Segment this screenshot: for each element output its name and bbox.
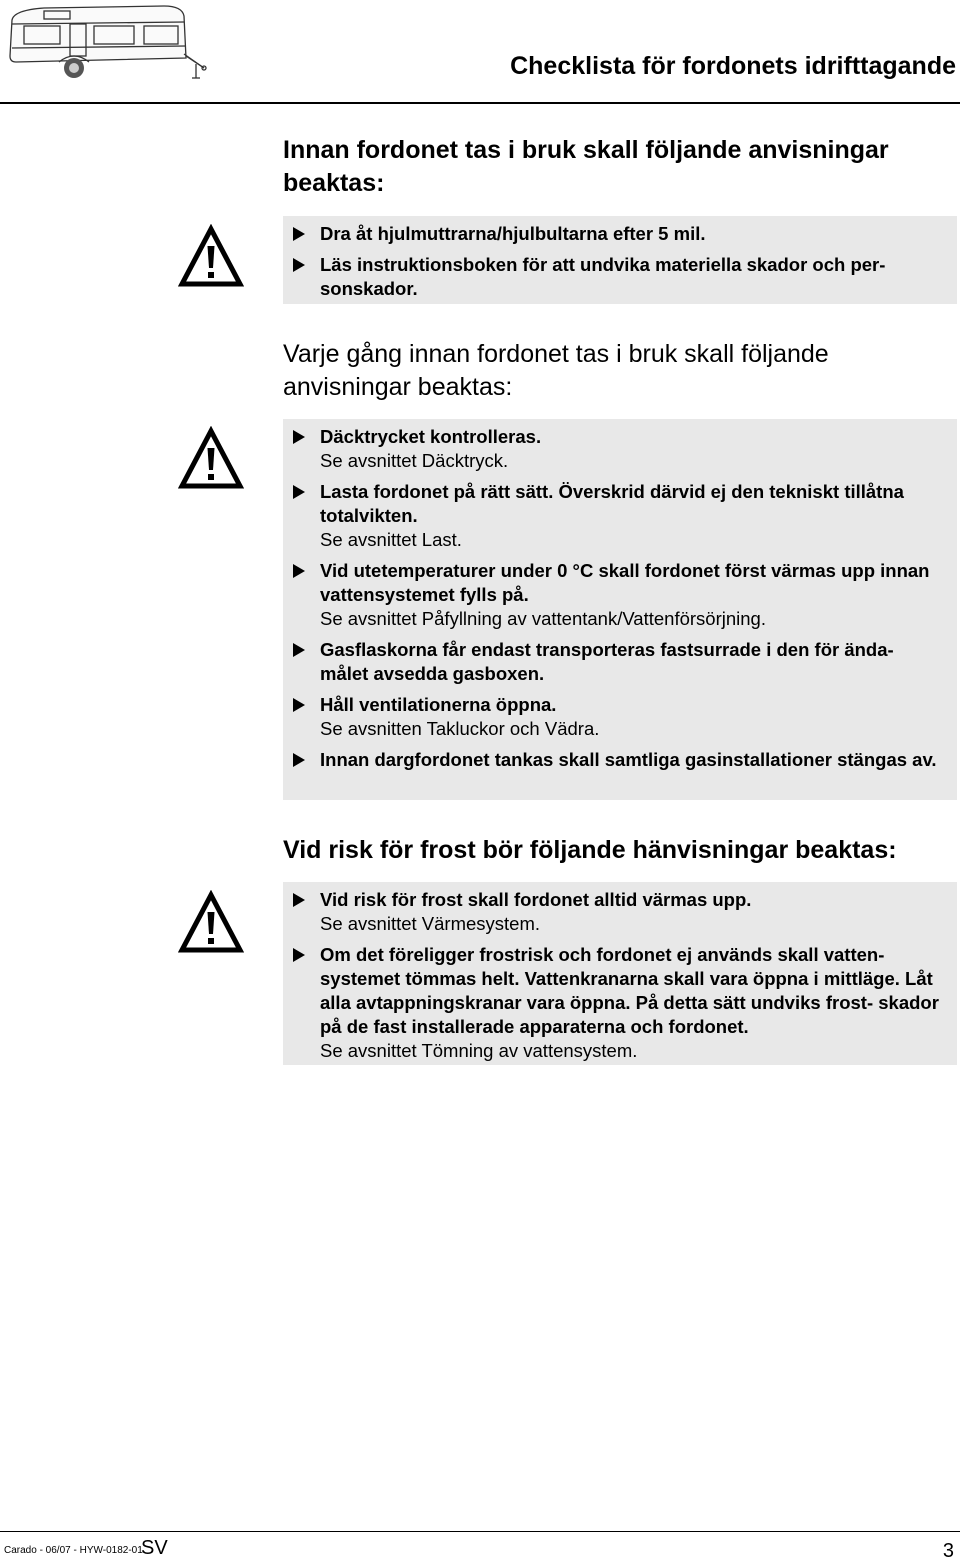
instruction-box xyxy=(283,216,957,304)
section-heading: Vid risk för frost bör följande hänvisningar beaktas: xyxy=(283,836,897,864)
arrow-bullet-icon xyxy=(293,430,305,444)
page-number: 3 xyxy=(942,1540,954,1562)
arrow-bullet-icon xyxy=(293,948,305,962)
list-item xyxy=(293,222,947,246)
instruction-box xyxy=(283,419,957,800)
section-reference: Se avsnittet Däcktryck. xyxy=(320,450,509,471)
instruction-text: Lasta fordonet på rätt sätt. Överskrid därvid ej den tekniskt tillåtna totalvikten. xyxy=(320,481,904,526)
list-item xyxy=(293,638,947,686)
arrow-bullet-icon xyxy=(293,893,305,907)
list-item xyxy=(293,693,947,741)
list-item xyxy=(293,253,947,301)
arrow-bullet-icon xyxy=(293,564,305,578)
instruction-text: Håll ventilationerna öppna. xyxy=(320,694,557,715)
instruction-text: Läs instruktionsboken för att undvika materiella skador och per- sonskador. xyxy=(320,254,886,299)
instruction-text: Däcktrycket kontrolleras. xyxy=(320,426,542,447)
instruction-text: Dra åt hjulmuttrarna/hjulbultarna efter 5 mil. xyxy=(320,223,706,244)
section-reference: Se avsnittet Last. xyxy=(320,529,462,550)
section-heading: Varje gång innan fordonet tas i bruk skall följande anvisningar beaktas: xyxy=(283,340,829,401)
warning-triangle-icon xyxy=(178,890,244,956)
document-code: Carado - 06/07 - HYW-0182-01 xyxy=(4,1545,143,1556)
section-reference: Se avsnittet Värmesystem. xyxy=(320,913,541,934)
section-reference: Se avsnitten Takluckor och Vädra. xyxy=(320,718,600,739)
instruction-text: Gasflaskorna får endast transporteras fastsurrade i den för ända- målet avsedda gasboxen. xyxy=(320,639,894,684)
list-item xyxy=(293,559,947,631)
language-code: SV xyxy=(141,1537,168,1559)
instruction-text: Vid utetemperaturer under 0 °C skall fordonet först värmas upp innan vattensystemet fylls på. xyxy=(320,560,930,605)
arrow-bullet-icon xyxy=(293,485,305,499)
list-item xyxy=(293,480,947,552)
arrow-bullet-icon xyxy=(293,643,305,657)
caravan-illustration xyxy=(4,2,214,86)
arrow-bullet-icon xyxy=(293,753,305,767)
list-item xyxy=(293,943,947,1063)
instruction-box xyxy=(283,882,957,1065)
list-item xyxy=(293,888,947,936)
instruction-text: Vid risk för frost skall fordonet alltid värmas upp. xyxy=(320,889,752,910)
section-heading: Innan fordonet tas i bruk skall följande anvisningar beaktas: xyxy=(283,136,889,197)
instruction-text: Om det föreligger frostrisk och fordonet ej används skall vatten- systemet tömmas helt. Vattenkranarna skall vara öppna i mittläge. Låt alla avtappningskranar vara öppna. På detta sätt undviks frost- skador på de fast installerade apparaterna och fordonet. xyxy=(320,944,939,1037)
header-divider xyxy=(0,102,960,104)
page-header-title: Checklista för fordonets idrifttagande xyxy=(510,52,956,80)
instruction-text: Innan dargfordonet tankas skall samtliga gasinstallationer stängas av. xyxy=(320,749,937,770)
list-item xyxy=(293,425,947,473)
footer-divider xyxy=(0,1531,960,1532)
warning-triangle-icon xyxy=(178,426,244,492)
arrow-bullet-icon xyxy=(293,698,305,712)
arrow-bullet-icon xyxy=(293,227,305,241)
list-item xyxy=(293,748,947,772)
section-reference: Se avsnittet Påfyllning av vattentank/Vattenförsörjning. xyxy=(320,608,766,629)
arrow-bullet-icon xyxy=(293,258,305,272)
section-reference: Se avsnittet Tömning av vattensystem. xyxy=(320,1040,638,1061)
warning-triangle-icon xyxy=(178,224,244,290)
